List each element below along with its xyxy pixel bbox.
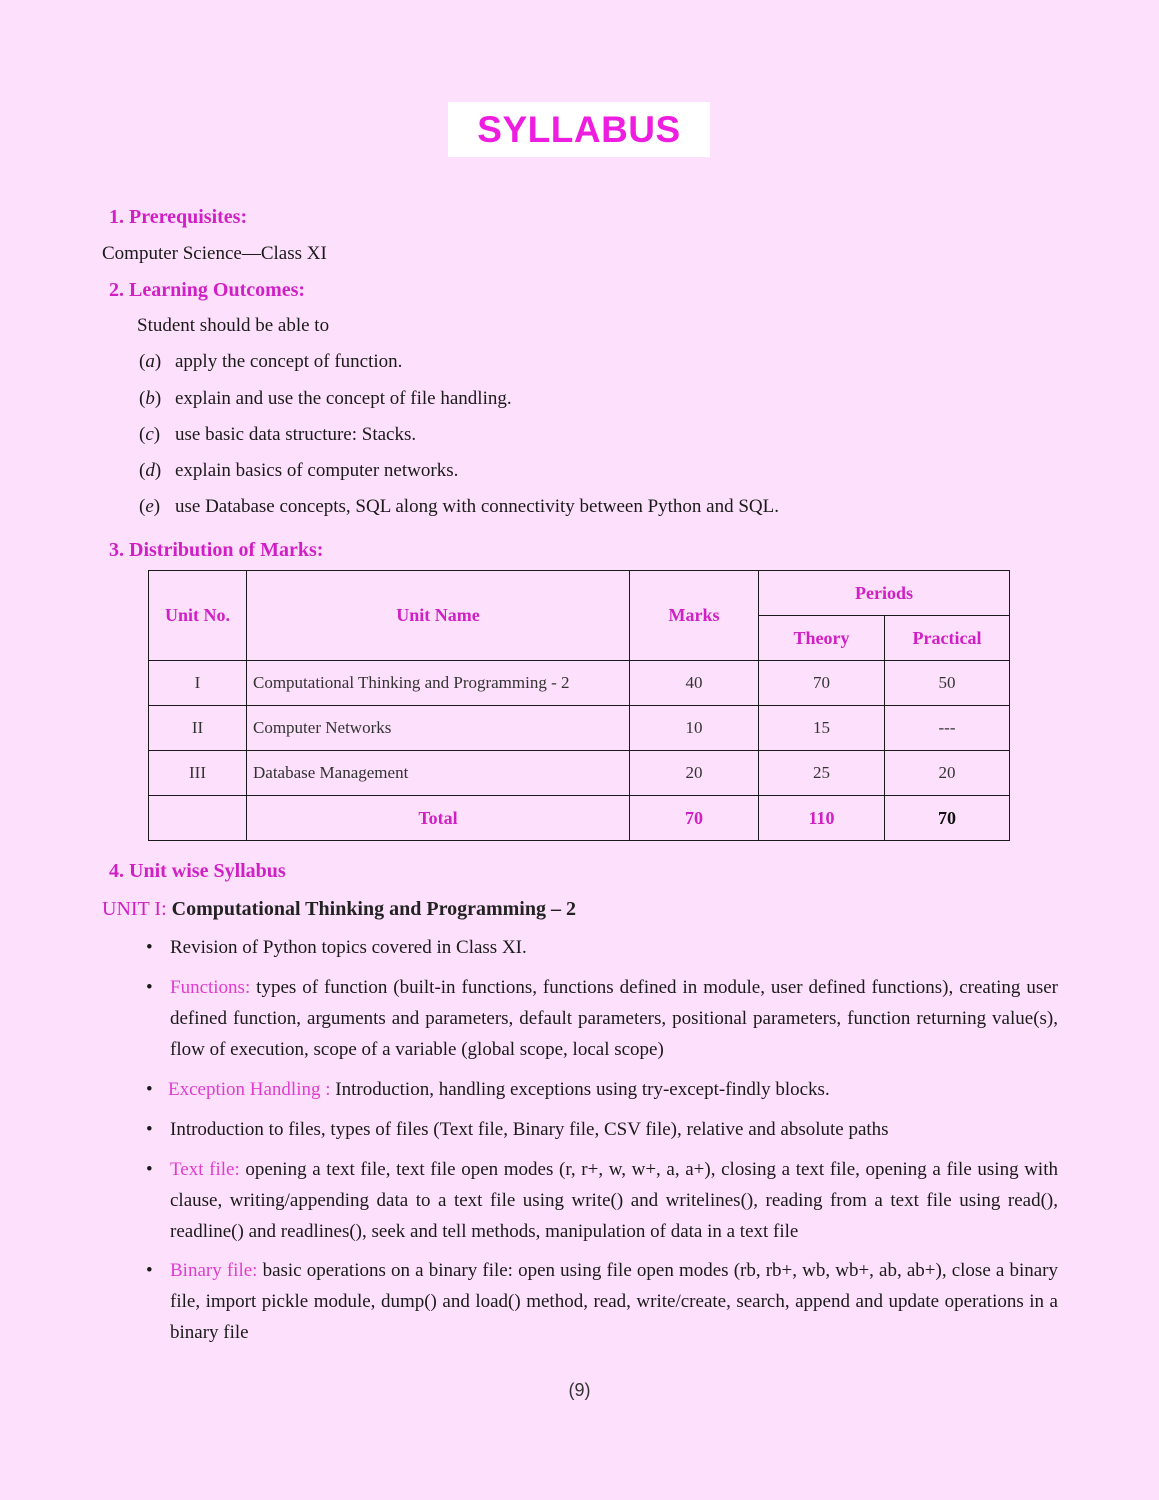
table-row bbox=[149, 661, 1010, 706]
header-periods: Periods bbox=[759, 571, 1010, 616]
text-file-keyword: Text file: bbox=[170, 1159, 240, 1180]
bullet-icon: • bbox=[146, 937, 153, 958]
header-practical: Practical bbox=[885, 616, 1010, 661]
title-box bbox=[448, 102, 710, 157]
total-practical: 70 bbox=[885, 796, 1010, 841]
list-item: Binary file: basic operations on a binary file: open using file open modes (rb, rb+, wb, wb+, ab, ab+), close a binary file, import pickle module, dump() and load() method, read, write/create, search, append and update operations in a binary file bbox=[170, 1260, 1058, 1343]
header-unit-no: Unit No. bbox=[149, 571, 247, 661]
outcome-item: (a) apply the concept of function. bbox=[139, 351, 403, 372]
marks-distribution-heading: 3. Distribution of Marks: bbox=[109, 539, 324, 561]
outcome-item: (b) explain and use the concept of file handling. bbox=[139, 388, 512, 409]
page-number: (9) bbox=[568, 1380, 591, 1400]
outcome-item: (c) use basic data structure: Stacks. bbox=[139, 424, 417, 445]
table-total-row bbox=[149, 796, 1010, 841]
list-item: Text file: opening a text file, text file open modes (r, r+, w, w+, a, a+), closing a text file, opening a file using with clause, writing/appending data to a text file using write() and writelines(), reading from a text file using read(), readline() and readlines(), seek and tell methods, manipulation of data in a text file bbox=[170, 1159, 1058, 1242]
header-marks: Marks bbox=[630, 571, 759, 661]
total-marks: 70 bbox=[630, 796, 759, 841]
list-item: Functions: types of function (built-in functions, functions defined in module, user defined functions), creating user defined function, arguments and parameters, default parameters, positional parameters, function returning value(s), flow of execution, scope of a variable (global scope, local scope) bbox=[170, 977, 1058, 1060]
functions-keyword: Functions: bbox=[170, 977, 251, 998]
prerequisites-heading: 1. Prerequisites: bbox=[109, 206, 248, 228]
prerequisites-text: Computer Science—Class XI bbox=[102, 243, 327, 264]
cell-theory: 25 bbox=[759, 751, 885, 796]
cell-marks: 20 bbox=[630, 751, 759, 796]
cell-practical: 20 bbox=[885, 751, 1010, 796]
list-item: Revision of Python topics covered in Class XI. bbox=[170, 937, 527, 958]
header-unit-name: Unit Name bbox=[247, 571, 630, 661]
header-theory: Theory bbox=[759, 616, 885, 661]
marks-table bbox=[148, 570, 1010, 841]
outcome-item: (d) explain basics of computer networks. bbox=[139, 460, 459, 481]
cell-marks: 10 bbox=[630, 706, 759, 751]
cell-unit-name: Database Management bbox=[247, 751, 630, 796]
cell-unit-no: I bbox=[149, 661, 247, 706]
outcome-item: (e) use Database concepts, SQL along with connectivity between Python and SQL. bbox=[139, 496, 779, 517]
total-theory: 110 bbox=[759, 796, 885, 841]
bullet-icon: • bbox=[146, 1260, 153, 1281]
cell-unit-name: Computer Networks bbox=[247, 706, 630, 751]
page-title: SYLLABUS bbox=[477, 108, 681, 150]
cell-unit-no: II bbox=[149, 706, 247, 751]
bullet-icon: • bbox=[146, 1079, 153, 1100]
cell-practical: --- bbox=[885, 706, 1010, 751]
list-item: Exception Handling : Introduction, handling exceptions using try-except-findly blocks. bbox=[168, 1079, 830, 1100]
list-item: Introduction to files, types of files (Text file, Binary file, CSV file), relative and absolute paths bbox=[170, 1119, 889, 1140]
learning-outcomes-heading: 2. Learning Outcomes: bbox=[109, 279, 306, 301]
cell-practical: 50 bbox=[885, 661, 1010, 706]
cell-theory: 15 bbox=[759, 706, 885, 751]
bullet-icon: • bbox=[146, 977, 153, 998]
unit-name: Computational Thinking and Programming – 2 bbox=[171, 898, 576, 920]
cell-unit-name: Computational Thinking and Programming - 2 bbox=[247, 661, 630, 706]
cell-marks: 40 bbox=[630, 661, 759, 706]
unit-heading bbox=[102, 898, 576, 921]
cell-theory: 70 bbox=[759, 661, 885, 706]
cell-empty bbox=[149, 796, 247, 841]
learning-outcomes-intro: Student should be able to bbox=[137, 315, 330, 336]
unit-label: UNIT I: bbox=[102, 898, 167, 920]
binary-file-keyword: Binary file: bbox=[170, 1260, 258, 1281]
total-label: Total bbox=[247, 796, 630, 841]
cell-unit-no: III bbox=[149, 751, 247, 796]
unitwise-heading: 4. Unit wise Syllabus bbox=[109, 860, 286, 882]
exception-keyword: Exception Handling : bbox=[168, 1079, 331, 1100]
table-row bbox=[149, 706, 1010, 751]
bullet-icon: • bbox=[146, 1159, 153, 1180]
bullet-icon: • bbox=[146, 1119, 153, 1140]
table-row bbox=[149, 751, 1010, 796]
